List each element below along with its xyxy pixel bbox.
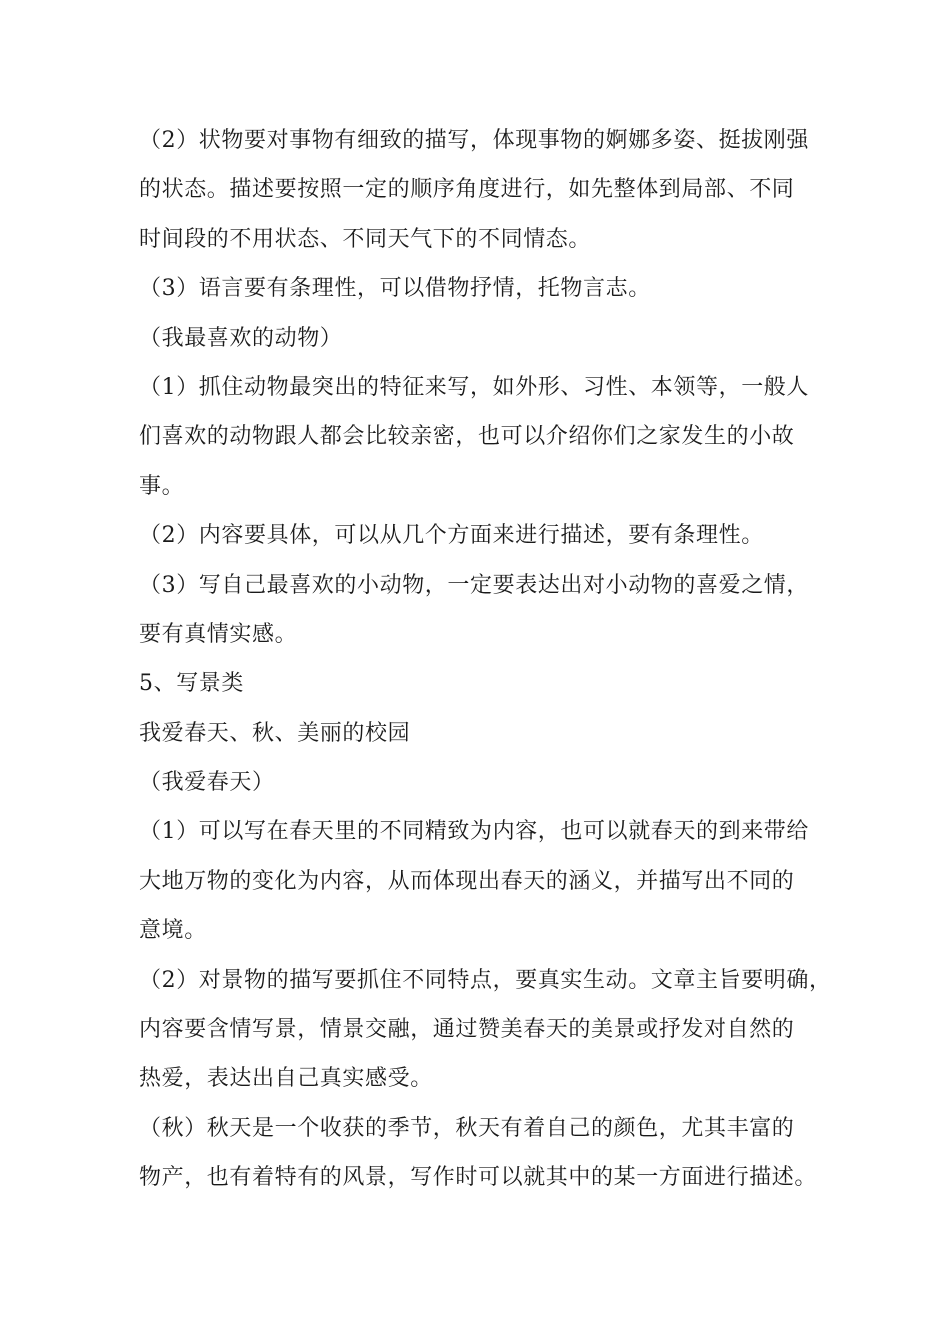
text-line: （3）写自己最喜欢的小动物，一定要表达出对小动物的喜爱之情， <box>139 572 809 598</box>
text-line: 大地万物的变化为内容，从而体现出春天的涵义，并描写出不同的 <box>139 868 795 894</box>
text-line: 热爱，表达出自己真实感受。 <box>139 1066 433 1092</box>
text-line: 意境。 <box>139 918 207 944</box>
section-heading: 5、写景类 <box>139 671 244 697</box>
text-line: （1）可以写在春天里的不同精致为内容，也可以就春天的到来带给 <box>139 819 809 845</box>
text-line: 时间段的不用状态、不同天气下的不同情态。 <box>139 226 592 252</box>
text-line: （2）内容要具体，可以从几个方面来进行描述，要有条理性。 <box>139 523 764 549</box>
text-line: 内容要含情写景，情景交融，通过赞美春天的美景或抒发对自然的 <box>139 1017 795 1043</box>
text-line: 们喜欢的动物跟人都会比较亲密，也可以介绍你们之家发生的小故 <box>139 424 795 450</box>
text-line: 事。 <box>139 473 185 499</box>
text-line: （2）状物要对事物有细致的描写，体现事物的婀娜多姿、挺拔刚强 <box>139 128 809 153</box>
text-line: （2）对景物的描写要抓住不同特点，要真实生动。文章主旨要明确， <box>139 967 832 993</box>
document-body <box>139 116 832 1203</box>
text-line: 的状态。描述要按照一定的顺序角度进行，如先整体到局部、不同 <box>139 177 795 203</box>
section-heading: （我最喜欢的动物） <box>139 325 343 351</box>
text-line: （秋）秋天是一个收获的季节，秋天有着自己的颜色，尤其丰富的 <box>139 1115 795 1141</box>
topic-line: 我爱春天、秋、美丽的校园 <box>139 720 411 746</box>
text-line: （3）语言要有条理性，可以借物抒情，托物言志。 <box>139 276 651 302</box>
text-line: 物产，也有着特有的风景，写作时可以就其中的某一方面进行描述。 <box>139 1165 818 1191</box>
text-line: （1）抓住动物最突出的特征来写，如外形、习性、本领等，一般人 <box>139 374 809 400</box>
text-line: 要有真情实感。 <box>139 621 298 647</box>
section-heading: （我爱春天） <box>139 770 275 796</box>
